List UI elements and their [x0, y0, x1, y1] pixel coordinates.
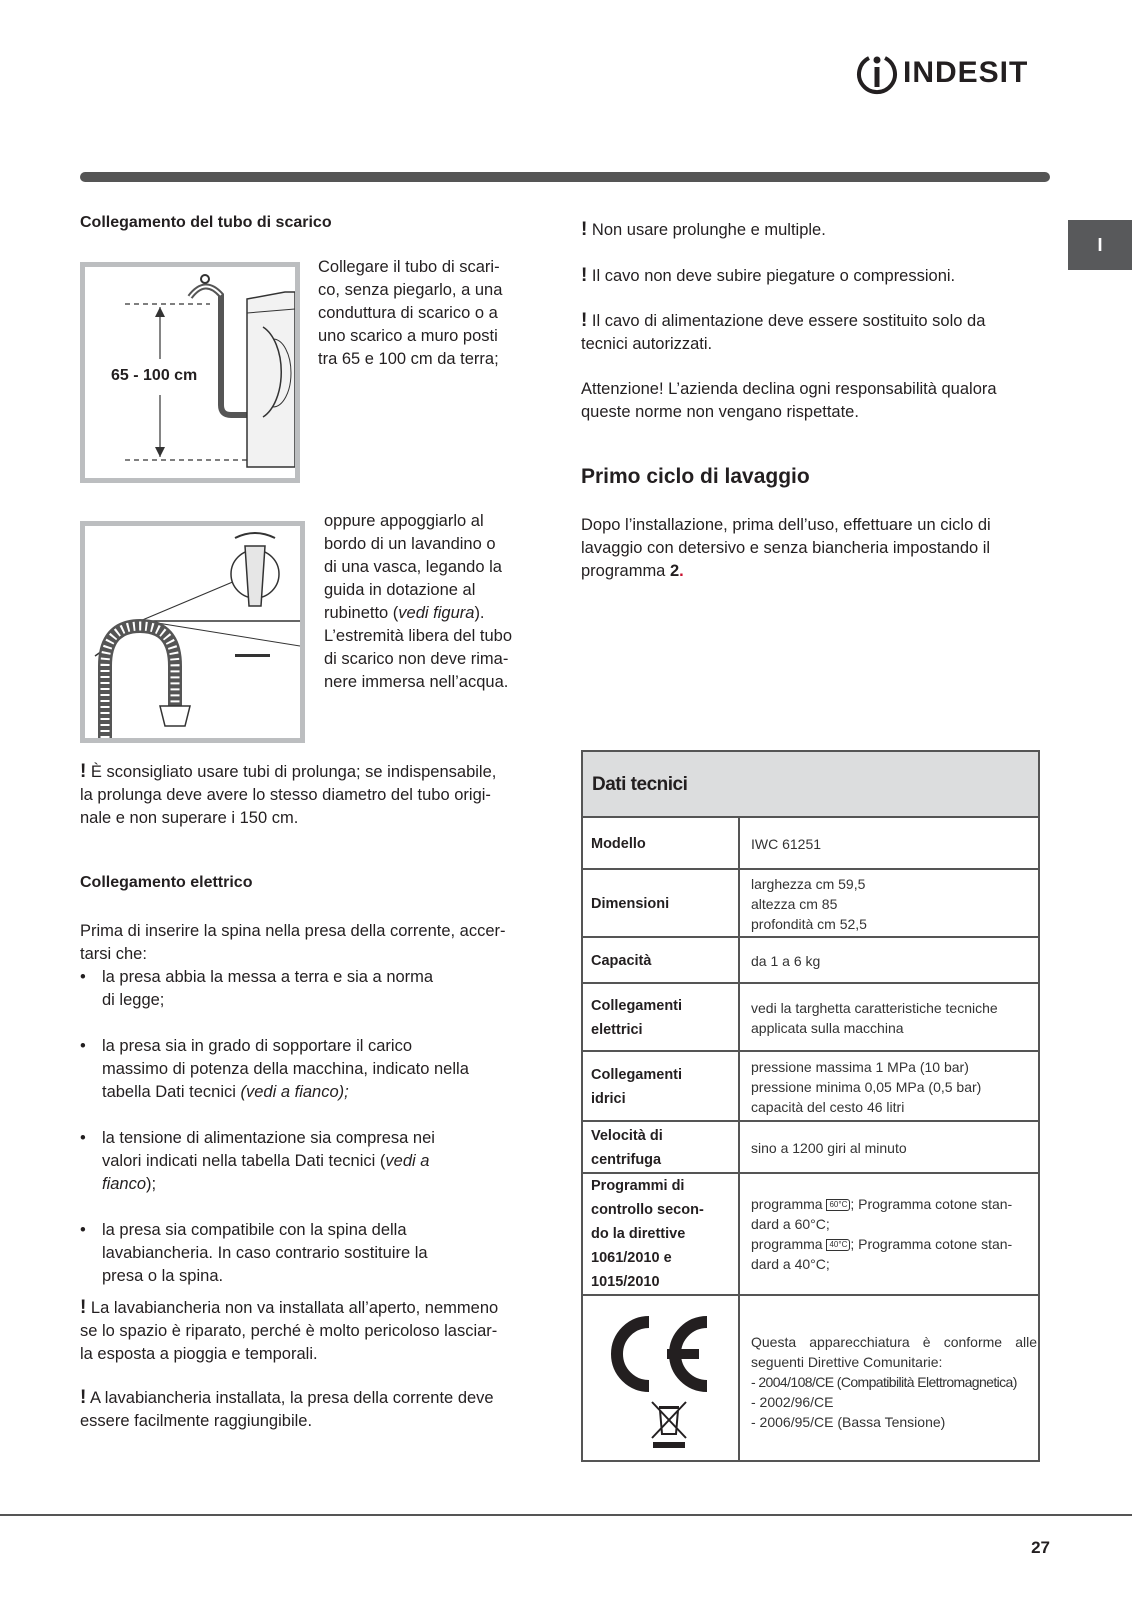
value-line: capacità del cesto 46 litri: [751, 1099, 905, 1115]
socket-note: [80, 1386, 530, 1433]
value-line: [751, 1234, 1033, 1254]
text-line: [324, 602, 534, 625]
text-line: Dopo l’installazione, prima dell’uso, effettuare un ciclo di: [581, 516, 991, 534]
text-line: uno scarico a muro posti: [318, 327, 498, 345]
sink-hose-illustration: [85, 526, 300, 738]
text-line: • la presa sia in grado di sopportare il carico: [102, 1037, 412, 1055]
list-item: [80, 966, 530, 1012]
key-line: Programmi di: [591, 1178, 685, 1194]
text-italic: vedi figura: [398, 604, 475, 622]
list-item: [80, 1219, 530, 1288]
row-key: Dimensioni: [591, 896, 670, 912]
text-segment: programma: [751, 1196, 827, 1212]
text-line: • la presa sia compatibile con la spina della: [102, 1221, 407, 1239]
value-line: Questa apparecchiatura è conforme alle: [751, 1334, 1037, 1350]
text-line: tra 65 e 100 cm da terra;: [318, 350, 499, 368]
text-line: tecnici autorizzati.: [581, 335, 713, 353]
text-line: [102, 1150, 530, 1173]
text-line: Attenzione! L’azienda declina ogni responsabilità qualora: [581, 380, 997, 398]
key-line: 1061/2010 e: [591, 1250, 672, 1266]
fig2-caption: [324, 510, 534, 694]
text-line: di scarico non deve rima-: [324, 650, 509, 668]
text-line: conduttura di scarico o a: [318, 304, 498, 322]
text-segment: Non usare prolunghe e multiple.: [591, 221, 826, 239]
temperature-60-icon: 60°C: [826, 1199, 850, 1211]
cable-note-1: [581, 218, 1041, 242]
text-segment: valori indicati nella tabella Dati tecnici (: [102, 1152, 386, 1170]
indesit-logo: [855, 50, 1055, 100]
cable-note-3: [581, 309, 1041, 356]
value-line: dard a 40°C;: [751, 1256, 830, 1272]
drain-height-label: 65 - 100 cm: [111, 367, 198, 384]
text-line: L’estremità libera del tubo: [324, 627, 513, 645]
text-segment: );: [146, 1175, 157, 1193]
row-key: [591, 1124, 731, 1172]
key-line: Collegamenti: [591, 1067, 683, 1083]
figure-drain-height: [80, 262, 300, 483]
key-line: controllo secon-: [591, 1202, 704, 1218]
text-line: la prolunga deve avere lo stesso diametro del tubo origi-: [80, 786, 491, 804]
brand-name: INDESIT: [903, 56, 1029, 89]
text-line: lavaggio con detersivo e senza biancheria impostando il: [581, 539, 991, 557]
indesit-i-symbol-icon: [855, 50, 899, 98]
text-segment: tabella Dati tecnici: [102, 1083, 241, 1101]
row-value: [751, 998, 1033, 1038]
text-line: tarsi che:: [80, 945, 147, 963]
text-line: di legge;: [102, 991, 165, 1009]
table-row: [583, 984, 1038, 1052]
text-line: Collegare il tubo di scari-: [318, 258, 500, 276]
warning-mark: !: [581, 219, 588, 240]
row-key: [591, 1063, 731, 1111]
warning-mark: !: [80, 1297, 87, 1318]
row-value: [751, 874, 1033, 934]
extension-note: [80, 760, 530, 830]
value-line: dard a 60°C;: [751, 1216, 830, 1232]
electric-intro: [80, 920, 530, 966]
text-segment: La lavabiancheria non va installata all’aperto, nemmeno: [90, 1299, 499, 1317]
key-line: 1015/2010: [591, 1274, 660, 1290]
text-line: massimo di potenza della macchina, indicato nella: [102, 1060, 469, 1078]
text-line: Prima di inserire la spina nella presa della corrente, accer-: [80, 922, 506, 940]
list-item: [80, 1127, 530, 1196]
table-row: [583, 1052, 1038, 1122]
value-line: applicata sulla macchina: [751, 1020, 904, 1036]
temperature-40-icon: 40°C: [826, 1239, 850, 1251]
table-row: [583, 938, 1038, 984]
table-row: [583, 1174, 1038, 1296]
row-value: sino a 1200 giri al minuto: [751, 1140, 907, 1156]
text-segment: rubinetto (: [324, 604, 399, 622]
text-line: se lo spazio è riparato, perché è molto pericoloso lasciar-: [80, 1322, 498, 1340]
outdoor-note: [80, 1296, 530, 1366]
row-key: [591, 994, 731, 1042]
value-line: altezza cm 85: [751, 896, 838, 912]
value-line: pressione massima 1 MPa (10 bar): [751, 1059, 969, 1075]
fig1-caption: [318, 256, 528, 371]
text-italic: (vedi a fianco);: [240, 1083, 349, 1101]
key-line: Collegamenti: [591, 998, 683, 1014]
text-line: bordo di un lavandino o: [324, 535, 496, 553]
row-key: Capacità: [591, 953, 652, 969]
text-line: co, senza piegarlo, a una: [318, 281, 503, 299]
bottom-rule: [0, 1514, 1132, 1516]
liability-warning: [581, 378, 1041, 424]
key-line: elettrici: [591, 1022, 643, 1038]
value-line: [751, 1194, 1033, 1214]
key-line: Velocità di: [591, 1128, 663, 1144]
text-line: • la presa abbia la messa a terra e sia a norma: [102, 968, 434, 986]
row-value: [751, 1194, 1033, 1274]
program-dot: .: [679, 562, 684, 580]
text-line: di una vasca, legando la: [324, 558, 502, 576]
key-line: centrifuga: [591, 1152, 662, 1168]
text-line: [581, 560, 1041, 583]
text-line: nere immersa nell’acqua.: [324, 673, 509, 691]
text-line: guida in dotazione al: [324, 581, 476, 599]
value-line: - 2006/95/CE (Bassa Tensione): [751, 1414, 946, 1430]
row-key: Modello: [591, 836, 646, 852]
text-segment: programma: [751, 1236, 827, 1252]
language-tab: I: [1068, 220, 1132, 270]
table-row: [583, 1122, 1038, 1174]
text-segment: ; Programma cotone stan-: [850, 1236, 1013, 1252]
text-line: lavabiancheria. In caso contrario sostituire la: [102, 1244, 428, 1262]
compliance-text: [751, 1332, 1037, 1432]
row-value: [751, 1057, 1033, 1117]
drain-heading: Collegamento del tubo di scarico: [80, 214, 332, 231]
table-header: [583, 752, 1038, 818]
row-key: [591, 1174, 731, 1294]
ce-mark-icon: [601, 1314, 713, 1394]
text-segment: A lavabiancheria installata, la presa della corrente deve: [90, 1389, 494, 1407]
warning-mark: !: [80, 761, 87, 782]
technical-data-table: [581, 750, 1040, 1462]
top-rule: [80, 172, 1050, 182]
list-item: [80, 1035, 530, 1104]
cable-note-2: [581, 264, 1041, 288]
text-segment: ).: [474, 604, 485, 622]
row-value: IWC 61251: [751, 836, 822, 852]
value-line: - 2004/108/CE (Compatibilità Elettromagnetica): [751, 1374, 1017, 1390]
table-title: Dati tecnici: [592, 774, 688, 795]
value-line: profondità cm 52,5: [751, 916, 867, 932]
value-line: larghezza cm 59,5: [751, 876, 866, 892]
program-number: 2: [669, 562, 680, 580]
text-line: la esposta a pioggia e temporali.: [80, 1345, 318, 1363]
value-line: pressione minima 0,05 MPa (0,5 bar): [751, 1079, 982, 1095]
figure-sink-hose: [80, 521, 305, 743]
electric-checklist: [80, 966, 530, 1311]
text-line: queste norme non vengano rispettate.: [581, 403, 859, 421]
text-italic: fianco: [102, 1175, 147, 1193]
text-line: [102, 1173, 530, 1196]
text-segment: Il cavo non deve subire piegature o compressioni.: [591, 267, 956, 285]
warning-mark: !: [80, 1387, 87, 1408]
value-line: seguenti Direttive Comunitarie:: [751, 1354, 943, 1370]
text-line: [102, 1081, 530, 1104]
text-segment: Il cavo di alimentazione deve essere sostituito solo da: [591, 312, 986, 330]
row-value: da 1 a 6 kg: [751, 953, 821, 969]
electric-heading: Collegamento elettrico: [80, 874, 253, 891]
text-segment: programma: [581, 562, 670, 580]
weee-bin-icon: [649, 1400, 689, 1448]
text-line: essere facilmente raggiungibile.: [80, 1412, 313, 1430]
text-line: • la tensione di alimentazione sia compresa nei: [102, 1129, 435, 1147]
text-segment: È sconsigliato usare tubi di prolunga; se indispensabile,: [90, 763, 497, 781]
warning-mark: !: [581, 310, 588, 331]
first-cycle-heading: Primo ciclo di lavaggio: [581, 465, 810, 488]
key-line: do la direttive: [591, 1226, 686, 1242]
text-line: presa o la spina.: [102, 1267, 224, 1285]
value-line: - 2002/96/CE: [751, 1394, 834, 1410]
text-line: oppure appoggiarlo al: [324, 512, 484, 530]
table-row: [583, 870, 1038, 938]
text-segment: ; Programma cotone stan-: [850, 1196, 1013, 1212]
warning-mark: !: [581, 265, 588, 286]
table-row-compliance: [583, 1296, 1038, 1460]
first-cycle-text: [581, 514, 1041, 583]
page-number: 27: [1031, 1538, 1050, 1557]
text-line: nale e non superare i 150 cm.: [80, 809, 299, 827]
text-italic: vedi a: [385, 1152, 430, 1170]
key-line: idrici: [591, 1091, 626, 1107]
table-row: [583, 818, 1038, 870]
value-line: vedi la targhetta caratteristiche tecniche: [751, 1000, 998, 1016]
